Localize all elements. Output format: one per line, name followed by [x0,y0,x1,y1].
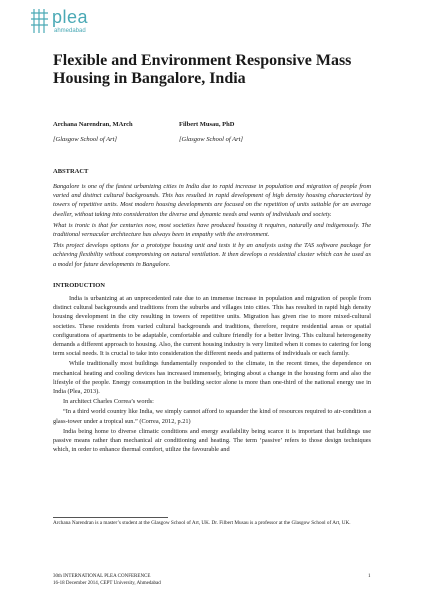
abstract-body [53,182,371,271]
footnote-divider [53,517,168,518]
introduction-heading: INTRODUCTION [53,282,106,289]
logo-wordmark: plea [52,7,89,27]
block-quote: “In a third world country like India, we simply cannot afford to squander the kind of resources required to air-condition a glass-tower under a tropical sun.” (Correa, 2012, p.21) [53,408,371,425]
abstract-heading: ABSTRACT [53,168,89,175]
author-block [179,120,243,144]
author-name: Archana Narendran, MArch [53,121,133,128]
abstract-paragraph: What is ironic is that for centuries now, most societies have produced housing it requires, naturally and indigenously. The traditional vernacular architecture has always been in empathy with the environment. [53,221,371,239]
conference-name: 30th INTERNATIONAL PLEA CONFERENCE [53,574,151,579]
page-number: 1 [368,574,371,579]
author-affiliation: [Glasgow School of Art] [53,136,117,143]
body-paragraph: While traditionally most buildings fundamentally responded to the climate, in the recent times, the dependence on mechanical heating and cooling devices has increased immensely, bringing about a change in the housing form and also the lifestyle of the people. Energy consumption in the building sector alone is more than one-third of the national energy use in India (Plea, 2013). [53,360,371,396]
plea-logo-icon [30,7,52,35]
footnote: Archana Narendran is a master’s student at the Glasgow School of Art, UK. Dr. Filbert Musau is a professor at the Glasgow School of Art, UK. [53,520,351,526]
abstract-paragraph: Bangalore is one of the fastest urbanizing cities in India due to rapid increase in population and migration of people from varied and distinct cultural backgrounds. This has resulted in rapid development of high density housing characterized by towers of repetitive units. Most modern housing developments are focused on the repetition of units suitable for an average dweller, without taking into consideration the diverse and dynamic needs and wants of individuals and society. [53,183,371,218]
abstract-paragraph: This project develops options for a prototype housing unit and tests it by an analysis using the TAS software package for achieving flexibility without compromising on natural ventilation. It then develops a residential cluster which can be used as a model for future developments in Bangalore. [53,242,371,268]
author-block [53,120,133,144]
paper-title: Flexible and Environment Responsive Mass Housing in Bangalore, India [53,52,352,87]
author-affiliation: [Glasgow School of Art] [179,136,243,143]
logo-subtitle: ahmedabad [54,28,86,34]
conference-dates: 16-18 December 2014, CEPT University, Ahmedabad [53,580,161,586]
page-footer [53,574,161,587]
body-paragraph: India is urbanizing at an unprecedented rate due to an immense increase in population and migration of people from distinct cultural backgrounds and traditions from the suburbs and villages into cities. This has resulted in rapid high density housing development in the city resulting in towers of repetitive units. Migration has given rise to more mixed-cultural societies. These residents from varied cultural backgrounds and traditions, therefore, require residential areas or spatial configurations of apartments to be adaptable, comfortable and culture friendly for a better living. This cultural heterogeneity demands a different approach to housing. Also, the current housing industry is very limited when it comes to catering for long term social needs. It is crucial to take into consideration the different needs and patterns of individuals or each family. [53,295,371,358]
body-paragraph: India being home to diverse climatic conditions and energy availability being scarce it is important that buildings use passive means rather than mechanical air conditioning and heating. The term ‘passive’ refers to those design techniques which, in order to enhance thermal comfort, utilize the favourable and [53,427,371,454]
author-name: Filbert Musau, PhD [179,121,235,128]
introduction-body [53,294,371,455]
plea-logo [30,7,120,37]
body-paragraph: In architect Charles Correa’s words: [63,398,154,406]
